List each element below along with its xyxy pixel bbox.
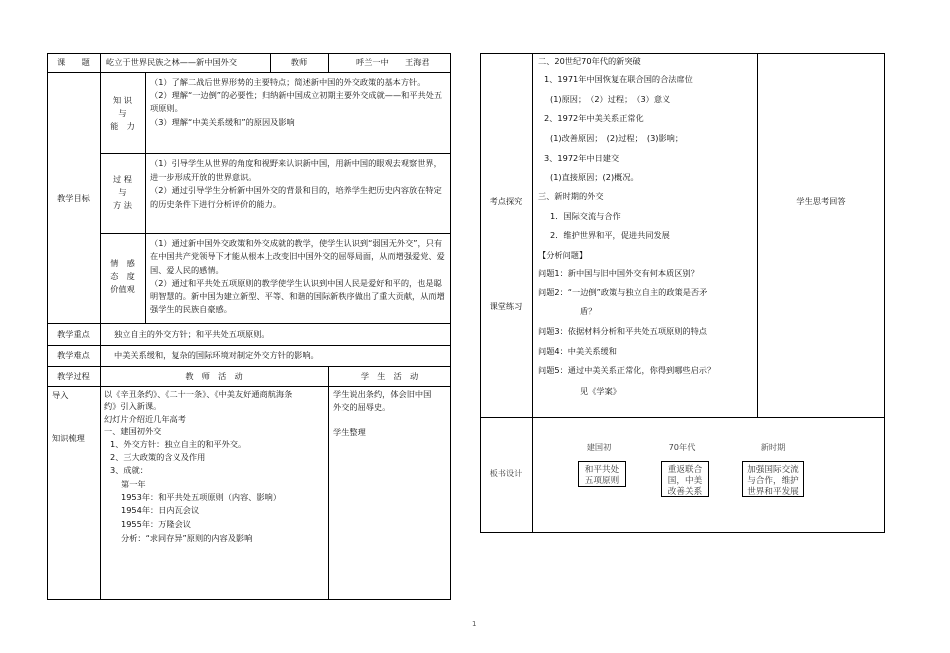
practice-label: 课堂练习 xyxy=(489,301,523,311)
key-point-label: 教学重点 xyxy=(57,329,90,339)
knowledge-label-3: 能 力 xyxy=(110,121,135,131)
teacher-line: 以《辛丑条约》、《二十一条》、《中美友好通商航海条 xyxy=(104,389,293,399)
teacher-line: 3、成就： xyxy=(110,465,148,475)
teacher-line: 1、外交方针：独立自主的和平外交。 xyxy=(110,439,247,449)
teacher-line: 分析：“求同存异”原则的内容及影响 xyxy=(121,533,253,543)
knowledge-label-1: 知 识 xyxy=(113,95,132,105)
page-number: 1 xyxy=(472,620,477,628)
teacher-line: 1955年：万隆会议 xyxy=(121,519,191,529)
process-col-teacher: 教 师 活 动 xyxy=(185,371,243,381)
values-label-2: 态 度 xyxy=(110,271,135,281)
process-label-2: 与 xyxy=(118,187,127,197)
board-box-seventies: 重返联合国，中美改善关系 xyxy=(661,461,709,497)
content-line: 二、20世纪70年代的新突破 xyxy=(538,56,641,66)
content-line: 问题2：“一边倒”政策与独立自主的政策是否矛 xyxy=(538,287,708,297)
process-text: （1）引导学生从世界的角度和视野来认识新中国，用新中国的眼观去观察世界，进一步形成开放的世界意识。 （2）通过引导学生分析新中国外交的背景和目的，培养学生把历史内容放在特定的历史条件下进行分析评价的能力。 xyxy=(150,158,442,209)
student-answer-note: 学生思考回答 xyxy=(796,196,846,206)
difficulty-text: 中美关系缓和，复杂的国际环境对制定外交方针的影响。 xyxy=(114,350,319,360)
content-line: 1．国际交流与合作 xyxy=(550,211,621,221)
board-header-1: 建国初 xyxy=(586,442,612,452)
content-line: (1)原因； （2）过程； （3）意义 xyxy=(550,94,671,104)
exam-label: 考点探究 xyxy=(489,196,523,206)
process-col-stage: 教学过程 xyxy=(57,371,90,381)
knowledge-review-label: 知识梳理 xyxy=(52,433,85,443)
content-line: 三、新时期的外交 xyxy=(538,191,604,201)
process-col-student: 学 生 活 动 xyxy=(360,371,419,381)
student-line: 学生整理 xyxy=(333,427,366,437)
intro-label: 导入 xyxy=(52,390,69,400)
board-header-3: 新时期 xyxy=(760,442,786,452)
left-table-frame xyxy=(47,53,451,600)
content-line: 1、1971年中国恢复在联合国的合法席位 xyxy=(544,74,693,84)
board-label: 板书设计 xyxy=(489,468,523,478)
teacher-line: 2、三大政策的含义及作用 xyxy=(110,452,206,462)
content-line: 问题1：新中国与旧中国外交有何本质区别？ xyxy=(538,268,699,278)
student-line: 外交的屈辱史。 xyxy=(333,402,391,412)
content-line: 2．维护世界和平，促进共同发展 xyxy=(550,230,670,240)
process-label-3: 方 法 xyxy=(113,200,132,210)
content-line: 问题3：依据材料分析和平共处五项原则的特点 xyxy=(538,326,707,336)
teacher-label: 教师 xyxy=(290,57,308,67)
key-point-text: 独立自主的外交方针；和平共处五项原则。 xyxy=(114,329,270,339)
content-line: 盾？ xyxy=(580,306,597,316)
teacher-name: 王海君 xyxy=(405,57,430,67)
teacher-line: 1953年：和平共处五项原则（内容、影响） xyxy=(121,492,282,502)
knowledge-text: （1）了解二战后世界形势的主要特点；简述新中国的外交政策的基本方针。 （2）理解“一边倒”的必要性；归纳新中国成立初期主要外交成就——和平共处五项原则。 （3）理解“中美关系缓和”的原因及影响 xyxy=(150,77,443,127)
teacher-line: 第一年 xyxy=(121,479,146,489)
content-line: 见《学案》 xyxy=(580,386,621,396)
goals-label: 教学目标 xyxy=(57,193,90,203)
content-line: 问题4：中美关系缓和 xyxy=(538,346,617,356)
content-line: 【分析问题】 xyxy=(538,250,588,260)
values-label-3: 价值观 xyxy=(110,284,135,294)
content-line: 2、1972年中美关系正常化 xyxy=(544,113,644,123)
values-label-1: 情 感 xyxy=(110,258,135,268)
process-label-1: 过 程 xyxy=(113,174,132,184)
content-line: 问题5：通过中美关系正常化，你得到哪些启示？ xyxy=(538,365,716,375)
teacher-line: 1954年：日内瓦会议 xyxy=(121,505,200,515)
teacher-line: 一、建国初外交 xyxy=(104,426,162,436)
content-line: (1)改善原因； (2)过程； (3)影响； xyxy=(550,133,684,143)
school-name: 呼兰一中 xyxy=(356,57,389,67)
student-line: 学生说出条约，体会旧中国 xyxy=(333,389,432,399)
board-header-2: 70年代 xyxy=(668,442,696,452)
board-box-founding: 和平共处五项原则 xyxy=(578,461,626,487)
teacher-line: 约》引入新课。 xyxy=(104,401,162,411)
topic-title: 屹立于世界民族之林——新中国外交 xyxy=(106,57,238,67)
values-text: （1）通过新中国外交政策和外交成就的教学，使学生认识到“弱国无外交”，只有在中国共产党领导下才能从根本上改变旧中国外交的屈辱局面，从而增强爱党、爱国、爱人民的感情。 （2）通过和平共处五项原则的教学使学生认识到中国人民是爱好和平的，也是聪明智慧的。新中国为建立新型、平等、和谐的国际新秩序做出了重大贡献，从而增强学生的民族自豪感。 xyxy=(150,238,445,315)
difficulty-label: 教学难点 xyxy=(57,350,90,360)
board-box-new-era: 加强国际交流与合作，维护世界和平发展 xyxy=(742,461,804,497)
topic-label: 课 题 xyxy=(57,57,90,67)
content-line: (1)直接原因；(2)概况。 xyxy=(550,172,639,182)
teacher-line: 幻灯片介绍近几年高考 xyxy=(104,414,186,424)
content-line: 3、1972年中日建交 xyxy=(544,153,620,163)
knowledge-label-2: 与 xyxy=(118,108,127,118)
